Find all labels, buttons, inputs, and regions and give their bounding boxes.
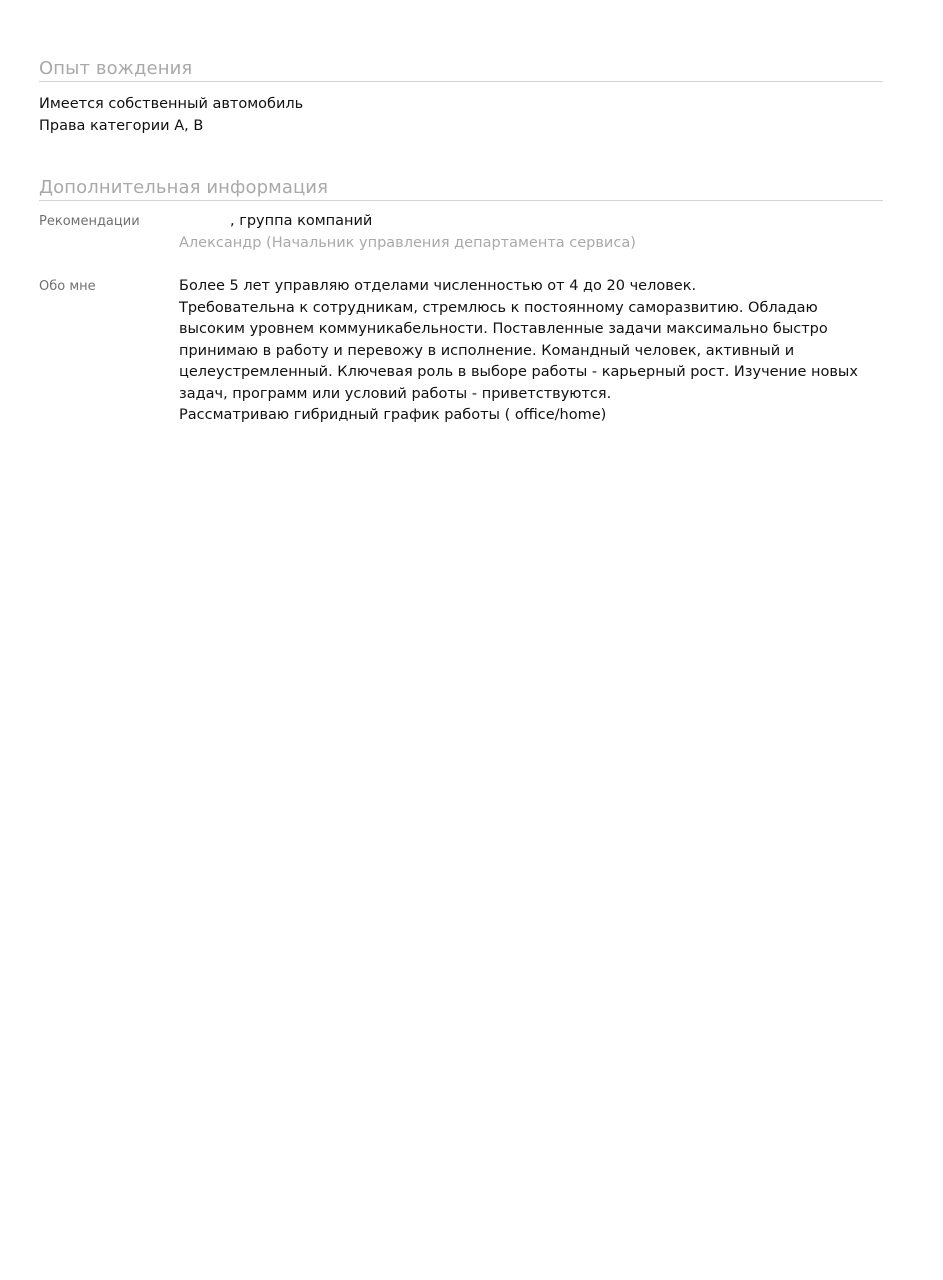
additional-info-section — [39, 177, 883, 427]
driving-line-car: Имеется собственный автомобиль — [39, 96, 304, 112]
recommendations-row — [39, 211, 883, 254]
recommendations-value — [179, 211, 883, 254]
driving-section-body — [39, 94, 883, 137]
about-me-label: Обо мне — [39, 279, 96, 294]
about-me-line: Требовательна к сотрудникам, стремлюсь к постоянному саморазвитию. Обладаю высоким уровнем коммуникабельности. Поставленные задачи максимально быстро принимаю в работу и перевожу в исполнение. Командный человек, активный и целеустремленный. Ключевая роль в выборе работы - карьерный рост. Изучение новых задач, программ или условий работы - приветствуются. — [179, 299, 858, 402]
recommendation-company: , группа компаний — [230, 213, 373, 229]
driving-line-license: Права категории A, B — [39, 117, 204, 134]
recommendations-label: Рекомендации — [39, 214, 140, 229]
about-me-text — [179, 276, 883, 427]
about-me-row — [39, 276, 883, 427]
resume-page — [39, 58, 883, 427]
recommendation-person: Александр (Начальник управления департамента сервиса) — [179, 234, 636, 251]
driving-section-title: Опыт вождения — [39, 58, 883, 82]
additional-section-title: Дополнительная информация — [39, 177, 883, 201]
driving-experience-section — [39, 58, 883, 137]
about-me-line: Более 5 лет управляю отделами численностью от 4 до 20 человек. — [179, 278, 697, 294]
about-me-line: Рассматриваю гибридный график работы ( office/home) — [179, 407, 607, 423]
